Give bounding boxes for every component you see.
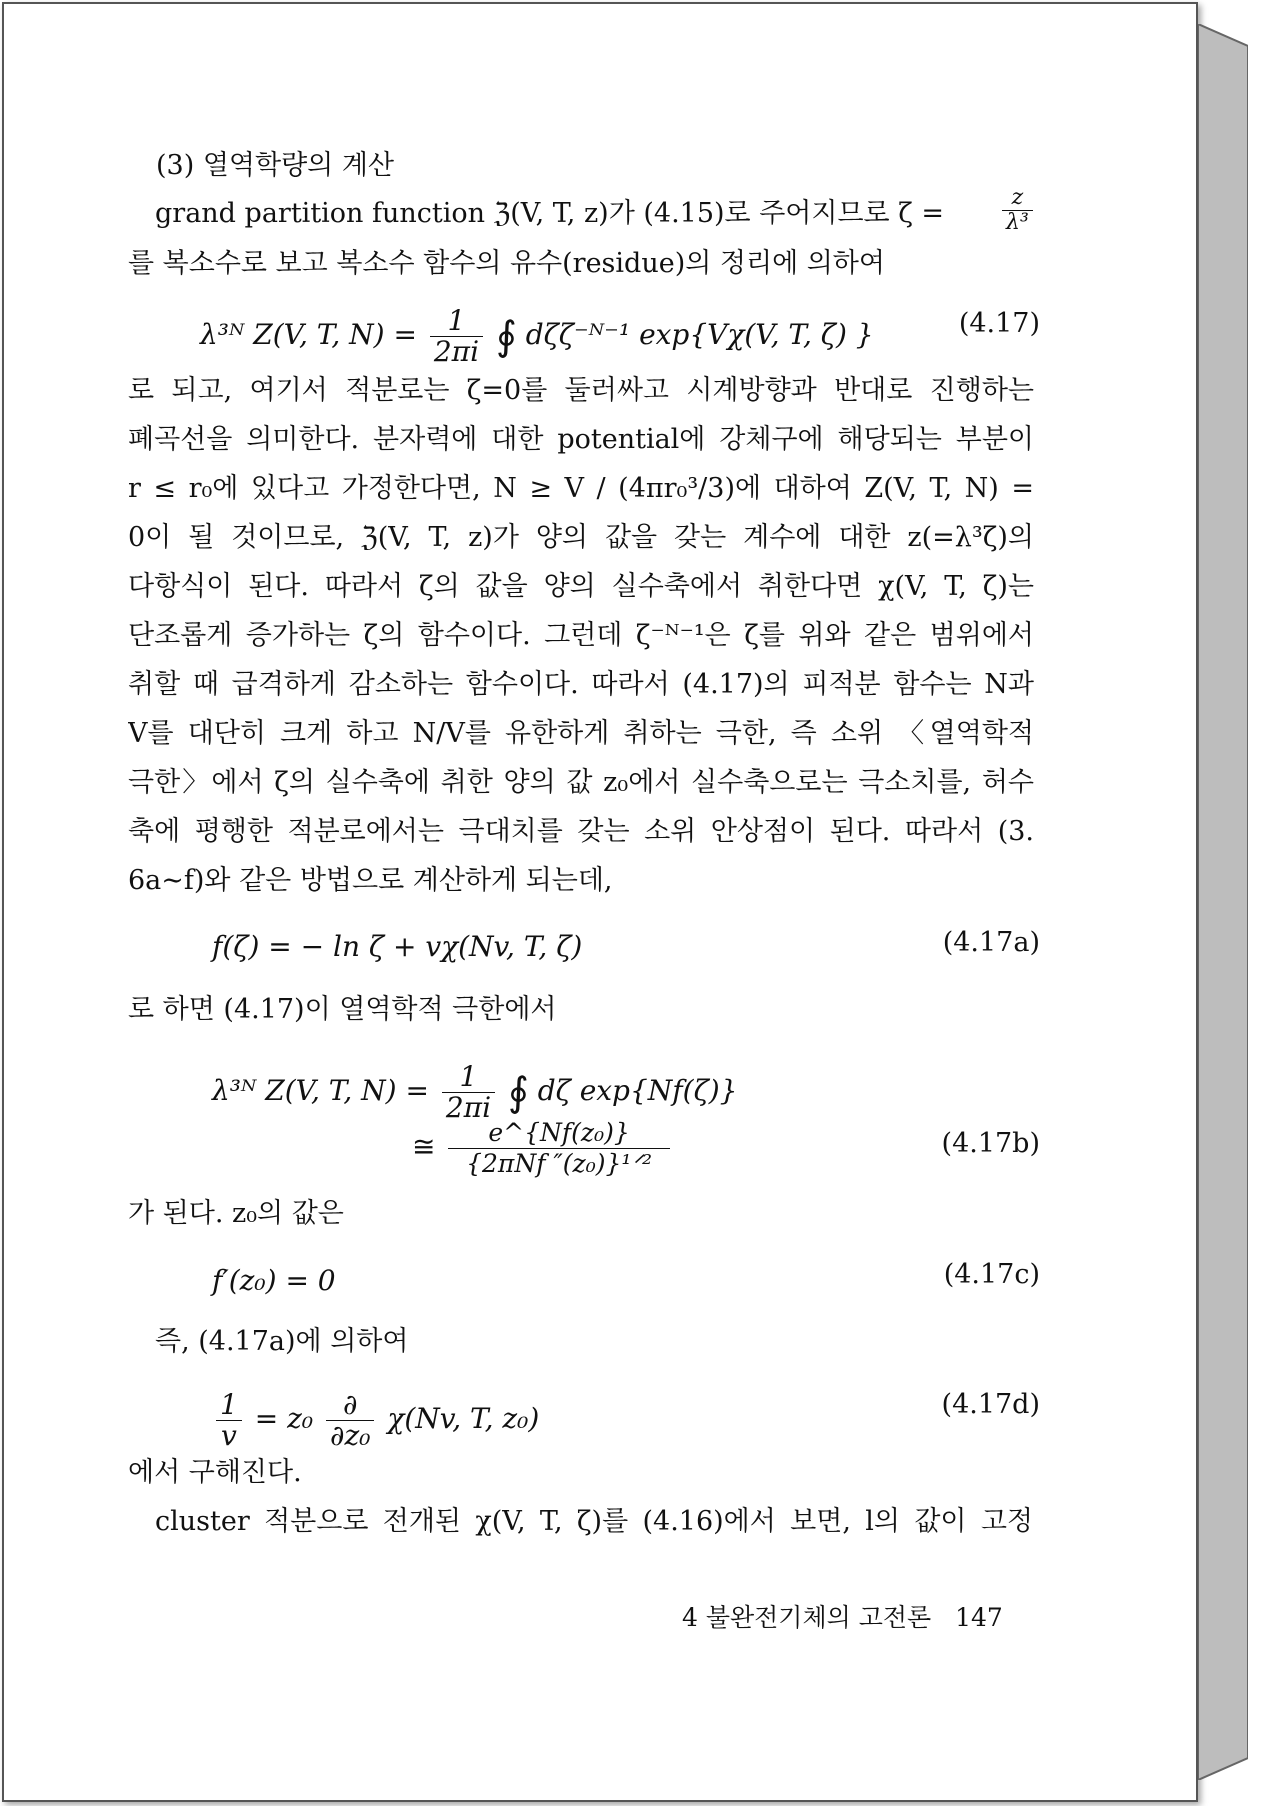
paragraph-line: V를 대단히 크게 하고 N/V를 유한하게 취하는 극한, 즉 소위 〈열역학적 bbox=[128, 718, 1034, 749]
equation-number: (4.17c) bbox=[943, 1259, 1040, 1290]
equation-4-17b-line2: ≅ $\frac{\text{e\textasciicircum{}\{Nf(z₀)\}}}{\text{\{2πNf ″(z₀)\}¹ᐟ²}}$ bbox=[412, 1118, 674, 1179]
paragraph-line: 극한〉에서 ζ의 실수축에 취한 양의 값 z₀에서 실수축으로는 극소치를, 허수 bbox=[128, 767, 1034, 798]
equation-4-17c: f′(z₀) = 0 bbox=[212, 1264, 336, 1297]
zeta-definition-fraction: $\frac{z}{\text{λ³}}$ bbox=[998, 186, 1037, 235]
paragraph-line: 취할 때 급격하게 감소하는 함수이다. 따라서 (4.17)의 피적분 함수는 N과 bbox=[128, 669, 1034, 700]
equation-4-17b-line1: λ³ᴺ Z(V, T, N) = $\frac{1}{2\pi i}$ ∮ dζ exp{Nf(ζ)} bbox=[212, 1060, 738, 1124]
running-header-chapter: 4 불완전기체의 고전론 bbox=[682, 1603, 932, 1632]
page-edge-shadow bbox=[1198, 24, 1248, 1780]
equation-number: (4.17) bbox=[958, 308, 1040, 339]
paragraph-line: 0이 될 것이므로, ℨ(V, T, z)가 양의 값을 갖는 계수에 대한 z(=λ³ζ)의 bbox=[128, 522, 1034, 553]
equation-4-17d: $\frac{1}{v}$ = z₀ $\frac{\partial}{\text{∂z₀}}$ χ(Nv, T, z₀) bbox=[212, 1390, 539, 1451]
paragraph-line: 가 된다. z₀의 값은 bbox=[128, 1198, 344, 1229]
paragraph-line: r ≤ r₀에 있다고 가정한다면, N ≥ V / (4πr₀³/3)에 대하여 Z(V, T, N) = bbox=[128, 473, 1034, 504]
equation-number: (4.17b) bbox=[941, 1128, 1040, 1159]
paragraph-line: 를 복소수로 보고 복소수 함수의 유수(residue)의 정리에 의하여 bbox=[128, 248, 885, 279]
paragraph-line: 축에 평행한 적분로에서는 극대치를 갖는 소위 안상점이 된다. 따라서 (3. bbox=[128, 816, 1034, 847]
equation-4-17a: f(ζ) = − ln ζ + vχ(Nv, T, ζ) bbox=[212, 930, 583, 963]
equation-number: (4.17a) bbox=[942, 927, 1040, 958]
paragraph-line: 단조롭게 증가하는 ζ의 함수이다. 그런데 ζ⁻ᴺ⁻¹은 ζ를 위와 같은 범위에서 bbox=[128, 620, 1034, 651]
paragraph-line: 폐곡선을 의미한다. 분자력에 대한 potential에 강체구에 해당되는 부분이 bbox=[128, 424, 1034, 455]
equation-number: (4.17d) bbox=[941, 1389, 1040, 1420]
page-number: 147 bbox=[955, 1603, 1003, 1632]
equation-4-17: λ³ᴺ Z(V, T, N) = $\frac{1}{2\pi i}$ ∮ dζζ⁻ᴺ⁻¹ exp{Vχ(V, T, ζ) } bbox=[200, 304, 874, 368]
paragraph-line: grand partition function ℨ(V, T, z)가 (4.15)로 주어지므로 ζ = bbox=[155, 198, 945, 229]
paragraph-line: 즉, (4.17a)에 의하여 bbox=[155, 1326, 409, 1357]
paragraph-line: 다항식이 된다. 따라서 ζ의 값을 양의 실수축에서 취한다면 χ(V, T, ζ)는 bbox=[128, 571, 1034, 602]
section-title: (3) 열역학량의 계산 bbox=[156, 150, 394, 181]
paragraph-line: 로 하면 (4.17)이 열역학적 극한에서 bbox=[128, 994, 557, 1025]
paragraph-line: 로 되고, 여기서 적분로는 ζ=0를 둘러싸고 시계방향과 반대로 진행하는 bbox=[128, 375, 1034, 406]
page-footer bbox=[682, 1601, 1003, 1635]
paragraph-line: 6a∼f)와 같은 방법으로 계산하게 되는데, bbox=[128, 865, 613, 896]
paragraph-line: 에서 구해진다. bbox=[128, 1457, 302, 1488]
paragraph-line: cluster 적분으로 전개된 χ(V, T, ζ)를 (4.16)에서 보면, l의 값이 고정 bbox=[155, 1506, 1033, 1537]
